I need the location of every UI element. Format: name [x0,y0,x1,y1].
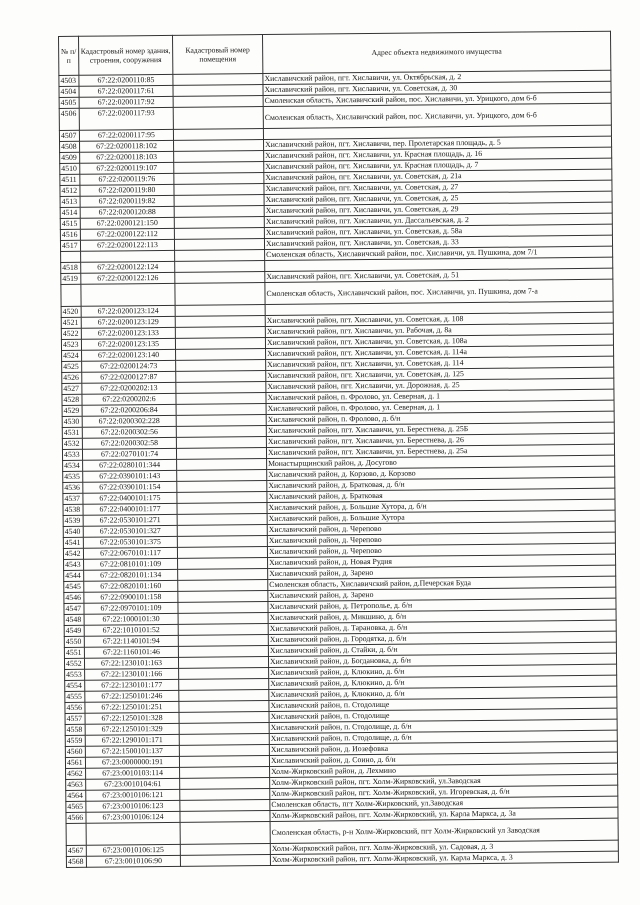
object-address: Хиславичский район, п. Стодолище, д. б/н [269,719,617,733]
row-number: 4513 [60,196,80,207]
row-number: 4520 [61,306,81,317]
room-cadastral-number [174,195,264,207]
row-number: 4550 [64,636,84,647]
row-number: 4528 [62,394,82,405]
object-address: Холм-Жирковский район, д. Лехмино [270,763,618,777]
object-address: Хиславичский район, пгт. Хиславичи, ул. Советская, д. 114 [266,356,614,370]
object-address: Хиславичский район, д. Городятка, д. б/н [268,631,616,645]
row-number: 4510 [60,163,80,174]
object-address: Хиславичский район, пгт. Хиславичи, ул. Советская, д. 29 [264,202,612,216]
row-number: 4540 [63,526,83,537]
room-cadastral-number [180,843,270,855]
row-number: 4558 [65,724,85,735]
room-cadastral-number [174,151,264,163]
room-cadastral-number [173,107,263,130]
row-number: 4534 [63,460,83,471]
building-cadastral-number: 67:22:0200123:124 [81,305,175,317]
object-address: Смоленская область, Хиславичский район, пос. Хиславичи, ул. Пушкина, дом 7-а [265,279,613,304]
object-address: Хиславичский район, пгт. Хиславичи, ул. Советская, д. 25 [264,191,612,205]
row-number: 4537 [63,493,83,504]
row-number: 4533 [62,449,82,460]
object-address: Хиславичский район, п. Фролово, ул. Северная, д. 1 [266,400,614,414]
building-cadastral-number: 67:22:0530101:375 [83,536,177,548]
row-number: 4553 [65,669,85,680]
object-address: Хиславичский район, д. Корзово, д. Корзово [267,466,615,480]
row-number: 4559 [65,735,85,746]
row-number: 4508 [60,141,80,152]
row-number: 4567 [66,845,86,856]
room-cadastral-number [177,481,267,493]
object-address: Хиславичский район, пгт. Хиславичи, ул. Советская, д. 125 [266,367,614,381]
row-number: 4526 [62,372,82,383]
object-address: Смоленская область, р-н Холм-Жирковский, пгт Холм-Жирковский ул Заводская [270,818,618,843]
table-header-row [59,31,611,75]
row-number: 4532 [62,438,82,449]
building-cadastral-number: 67:22:0970101:109 [84,602,178,614]
building-cadastral-number: 67:22:0200117:92 [79,96,173,108]
row-number: 4566 [66,812,86,823]
room-cadastral-number [178,591,268,603]
row-number: 4552 [64,658,84,669]
room-cadastral-number [175,338,265,350]
row-number: 4527 [62,383,82,394]
object-address: Хиславичский район, д. Зарено [268,565,616,579]
object-address: Хиславичский район, пгт. Хиславичи, ул. Берестнева, д. 25Б [266,422,614,436]
row-number: 4517 [60,240,80,251]
building-cadastral-number: 67:22:0200121:150 [80,217,174,229]
object-address: Хиславичский район, пгт. Хиславичи, ул. Дассальевская, д. 2 [264,213,612,227]
object-address: Хиславичский район, пгт. Хиславичи, ул. Берестнева, д. 25а [266,444,614,458]
building-cadastral-number: 67:22:0270101:74 [82,448,176,460]
building-cadastral-number: 67:22:0400101:177 [83,503,177,515]
building-cadastral-number: 67:22:1250101:329 [85,723,179,735]
building-cadastral-number: 67:22:0810101:109 [84,558,178,570]
room-cadastral-number [176,382,266,394]
row-number: 4514 [60,207,80,218]
object-address: Холм-Жирковский район, пгт. Холм-Жирковский, ул. Игоревская, д. б/н [270,785,618,799]
building-cadastral-number: 67:22:0900101:158 [84,591,178,603]
register-sheet [58,31,619,868]
building-cadastral-number: 67:22:1000101:30 [84,613,178,625]
building-cadastral-number: 67:22:0200122:112 [80,228,174,240]
room-cadastral-number [180,800,270,812]
row-number: 4536 [63,482,83,493]
building-cadastral-number: 67:22:0200122:124 [81,261,175,273]
row-number: 4529 [62,405,82,416]
building-cadastral-number: 67:23:0010106:123 [86,800,180,812]
object-address: Хиславичский район, д. Богдановка, д. б/н [268,653,616,667]
header-room-cadastral: Кадастровый номер помещения [172,35,262,75]
room-cadastral-number [179,690,269,702]
object-address: Холм-Жирковский район, пгт. Холм-Жирковский, ул. Карла Маркса, д. 3 [270,851,618,865]
building-cadastral-number: 67:23:0010106:124 [86,811,180,823]
property-register-table [58,31,619,868]
room-cadastral-number [178,602,268,614]
building-cadastral-number: 67:22:0200118:103 [80,151,174,163]
room-cadastral-number [174,239,264,251]
row-number [66,823,86,845]
room-cadastral-number [175,283,265,306]
room-cadastral-number [179,723,269,735]
row-number: 4521 [61,317,81,328]
row-number: 4547 [64,603,84,614]
building-cadastral-number: 67:22:0200124:73 [82,360,176,372]
object-address: Хиславичский район, д. Клюкино, д. б/н [269,675,617,689]
object-address: Монастырщинский район, д. Досугово [267,455,615,469]
building-cadastral-number: 67:22:0390101:154 [83,481,177,493]
building-cadastral-number: 67:22:0200118:102 [80,140,174,152]
object-address: Хиславичский район, пгт. Хиславичи, ул. Советская, д. 30 [263,81,611,95]
room-cadastral-number [180,778,270,790]
object-address: Хиславичский район, д. Братковая [267,488,615,502]
room-cadastral-number [177,470,267,482]
building-cadastral-number: 67:22:0200302:228 [82,415,176,427]
building-cadastral-number: 67:22:0200127:87 [82,371,176,383]
object-address: Смоленская область, Хиславичский район, д.Печерская Буда [268,576,616,590]
room-cadastral-number [180,811,270,823]
room-cadastral-number [176,448,266,460]
building-cadastral-number: 67:23:0010104:61 [86,778,180,790]
object-address: Холм-Жирковский район, пгт. Холм-Жирковский, ул. Садовая, д. 3 [270,840,618,854]
object-address: Хиславичский район, п. Стодолище [269,697,617,711]
room-cadastral-number [179,668,269,680]
row-number: 4551 [64,647,84,658]
object-address: Хиславичский район, д. Зарено [268,587,616,601]
building-cadastral-number: 67:22:0200120:88 [80,206,174,218]
building-cadastral-number: 67:22:0200123:140 [82,349,176,361]
building-cadastral-number: 67:22:0200122:113 [80,239,174,251]
object-address: Смоленская область, Хиславичский район, пос. Хиславичи, ул. Пушкина, дом 7/1 [265,246,613,260]
building-cadastral-number: 67:22:0200119:82 [80,195,174,207]
object-address: Хиславичский район, д. Новая Рудня [268,554,616,568]
room-cadastral-number [175,261,265,273]
room-cadastral-number [180,767,270,779]
object-address: Хиславичский район, д. Братковая, д. б/н [267,477,615,491]
row-number: 4506 [59,108,79,130]
row-number: 4543 [64,559,84,570]
room-cadastral-number [174,173,264,185]
building-cadastral-number: 67:22:1140101:94 [84,635,178,647]
room-cadastral-number [175,305,265,317]
building-cadastral-number: 67:22:1250101:328 [85,712,179,724]
row-number: 4530 [62,416,82,427]
room-cadastral-number [177,459,267,471]
room-cadastral-number [176,393,266,405]
row-number: 4516 [60,229,80,240]
row-number: 4512 [60,185,80,196]
row-number: 4561 [65,757,85,768]
object-address: Хиславичский район, пгт. Хиславичи, ул. Советская, д. 51 [265,268,613,282]
object-address: Хиславичский район, д. Клюкино, д. б/н [269,664,617,678]
row-number: 4549 [64,625,84,636]
row-number: 4511 [60,174,80,185]
building-cadastral-number: 67:22:0820101:160 [84,580,178,592]
building-cadastral-number: 67:23:0010103:114 [86,767,180,779]
room-cadastral-number [174,184,264,196]
object-address: Хиславичский район, д. Черепово [267,532,615,546]
room-cadastral-number [178,613,268,625]
building-cadastral-number: 67:22:0400101:175 [83,492,177,504]
building-cadastral-number: 67:23:0010106:90 [86,855,180,867]
room-cadastral-number [173,74,263,86]
room-cadastral-number [179,734,269,746]
row-number: 4535 [63,471,83,482]
building-cadastral-number: 67:22:1230101:177 [85,679,179,691]
building-cadastral-number: 67:22:0530101:327 [83,525,177,537]
row-number: 4539 [63,515,83,526]
room-cadastral-number [178,580,268,592]
object-address: Хиславичский район, д. Тарановка, д. б/н [268,620,616,634]
object-address: Смоленская область, Хиславичский район, пос. Хиславичи, ул. Урицкого, дом 6-б [263,103,611,128]
room-cadastral-number [177,492,267,504]
building-cadastral-number: 67:22:0820101:134 [84,569,178,581]
building-cadastral-number: 67:22:0200117:61 [79,85,173,97]
room-cadastral-number [175,327,265,339]
row-number: 4563 [66,779,86,790]
room-cadastral-number [180,822,270,845]
row-number: 4509 [60,152,80,163]
building-cadastral-number: 67:22:1250101:251 [85,701,179,713]
building-cadastral-number: 67:22:0200117:93 [79,107,173,130]
room-cadastral-number [179,679,269,691]
object-address: Хиславичский район, пгт. Хиславичи, ул. Красная площадь, д. 16 [264,147,612,161]
building-cadastral-number: 67:22:0200122:126 [81,272,175,284]
room-cadastral-number [174,228,264,240]
object-address: Хиславичский район, п. Фролово, ул. Северная, д. 1 [266,389,614,403]
building-cadastral-number: 67:22:0200119:107 [80,162,174,174]
building-cadastral-number: 67:22:1500101:137 [85,745,179,757]
building-cadastral-number: 67:23:0010106:121 [86,789,180,801]
building-cadastral-number: 67:22:0200119:80 [80,184,174,196]
building-cadastral-number: 67:22:0200202:13 [82,382,176,394]
room-cadastral-number [179,756,269,768]
object-address: Хиславичский район, д. Иозефовка [269,741,617,755]
room-cadastral-number [177,547,267,559]
object-address: Хиславичский район, п. Стодолище [269,708,617,722]
building-cadastral-number: 67:22:0200302:58 [82,437,176,449]
row-number: 4565 [66,801,86,812]
row-number: 4554 [65,680,85,691]
row-number: 4505 [59,97,79,108]
room-cadastral-number [175,250,265,262]
building-cadastral-number: 67:22:0200123:133 [81,327,175,339]
row-number: 4523 [61,339,81,350]
room-cadastral-number [176,371,266,383]
room-cadastral-number [174,140,264,152]
room-cadastral-number [173,96,263,108]
building-cadastral-number: 67:22:0200123:129 [81,316,175,328]
row-number: 4538 [63,504,83,515]
room-cadastral-number [178,558,268,570]
building-cadastral-number: 67:22:1010101:52 [84,624,178,636]
header-address: Адрес объекта недвижимого имущества [262,31,610,73]
object-address: Хиславичский район, пгт. Хиславичи, ул. Советская, д. 58а [264,224,612,238]
room-cadastral-number [180,854,270,866]
table-body [59,70,619,867]
room-cadastral-number [173,85,263,97]
building-cadastral-number: 67:22:0390101:143 [83,470,177,482]
row-number: 4544 [64,570,84,581]
building-cadastral-number: 67:23:0010106:125 [86,844,180,856]
row-number: 4541 [63,537,83,548]
room-cadastral-number [174,206,264,218]
building-cadastral-number [86,822,180,845]
row-number: 4546 [64,592,84,603]
building-cadastral-number: 67:23:0000000:191 [85,756,179,768]
room-cadastral-number [177,514,267,526]
object-address: Хиславичский район, п. Стодолище, д. б/н [269,730,617,744]
building-cadastral-number [81,283,175,306]
object-address: Хиславичский район, пгт. Хиславичи, ул. Советская, д. 114а [266,345,614,359]
building-cadastral-number: 67:22:0280101:344 [83,459,177,471]
building-cadastral-number: 67:22:1230101:166 [85,668,179,680]
building-cadastral-number: 67:22:1160101:46 [84,646,178,658]
room-cadastral-number [179,745,269,757]
building-cadastral-number: 67:22:0200119:76 [80,173,174,185]
row-number [61,251,81,262]
object-address: Смоленская область, пгт Холм-Жирковский, ул.Заводская [270,796,618,810]
row-number: 4531 [62,427,82,438]
object-address: Хиславичский район, д. Большие Хутора [267,510,615,524]
row-number: 4556 [65,702,85,713]
object-address: Хиславичский район, д. Клюкино, д. б/н [269,686,617,700]
object-address: Хиславичский район, д. Соино, д. б/н [269,752,617,766]
building-cadastral-number: 67:22:0530101:271 [83,514,177,526]
building-cadastral-number: 67:22:0200117:95 [79,129,173,141]
header-number: № п/п [59,36,79,75]
building-cadastral-number: 67:22:0200206:84 [82,404,176,416]
row-number: 4507 [59,130,79,141]
row-number: 4515 [60,218,80,229]
object-address: Хиславичский район, пгт. Хиславичи, ул. Рабочая, д. 8а [265,323,613,337]
object-address: Хиславичский район, д. Черепово [267,543,615,557]
room-cadastral-number [176,437,266,449]
object-address: Хиславичский район, д. Стайки, д. б/н [268,642,616,656]
row-number: 4560 [65,746,85,757]
row-number: 4542 [63,548,83,559]
building-cadastral-number: 67:22:1290101:171 [85,734,179,746]
row-number: 4504 [59,86,79,97]
building-cadastral-number: 67:22:0200123:135 [81,338,175,350]
object-address: Холм-Жирковский район, пгт. Холм-Жирковский, ул. Карла Маркса, д. 3а [270,807,618,821]
room-cadastral-number [176,404,266,416]
room-cadastral-number [178,569,268,581]
room-cadastral-number [176,426,266,438]
row-number: 4522 [61,328,81,339]
object-address: Хиславичский район, пгт. Хиславичи, ул. Дорожная, д. 25 [266,378,614,392]
room-cadastral-number [178,624,268,636]
row-number: 4524 [62,350,82,361]
room-cadastral-number [176,360,266,372]
room-cadastral-number [177,536,267,548]
building-cadastral-number [81,250,175,262]
room-cadastral-number [176,349,266,361]
building-cadastral-number: 67:22:0670101:117 [83,547,177,559]
row-number: 4562 [66,768,86,779]
object-address: Хиславичский район, пгт. Хиславичи, ул. Советская, д. 33 [264,235,612,249]
row-number: 4557 [65,713,85,724]
room-cadastral-number [179,701,269,713]
object-address: Хиславичский район, пгт. Хиславичи, ул. Красная площадь, д. 7 [264,158,612,172]
building-cadastral-number: 67:22:0200202:6 [82,393,176,405]
object-address: Хиславичский район, п. Фролово, д. б/н [266,411,614,425]
object-address: Хиславичский район, пгт. Хиславичи, пер. Пролетарская площадь, д. 5 [264,136,612,150]
row-number: 4545 [64,581,84,592]
room-cadastral-number [178,646,268,658]
object-address: Хиславичский район, пгт. Хиславичи, ул. Советская, д. 21а [264,169,612,183]
building-cadastral-number: 67:22:0200302:56 [82,426,176,438]
room-cadastral-number [174,162,264,174]
building-cadastral-number: 67:22:0200110:85 [79,74,173,86]
room-cadastral-number [177,503,267,515]
room-cadastral-number [175,272,265,284]
row-number [61,284,81,306]
room-cadastral-number [180,789,270,801]
room-cadastral-number [177,525,267,537]
row-number: 4518 [61,262,81,273]
object-address: Хиславичский район, пгт. Хиславичи, ул. Октябрьская, д. 2 [263,70,611,84]
building-cadastral-number: 67:22:1250101:246 [85,690,179,702]
room-cadastral-number [178,635,268,647]
object-address: Хиславичский район, пгт. Хиславичи, ул. Советская, д. 108а [265,334,613,348]
row-number: 4548 [64,614,84,625]
object-address: Хиславичский район, д. Черепово [267,521,615,535]
header-building-cadastral: Кадастровый номер здания, строения, сооружения [79,35,173,75]
row-number: 4555 [65,691,85,702]
room-cadastral-number [175,316,265,328]
building-cadastral-number: 67:22:1230101:163 [84,657,178,669]
row-number: 4568 [66,856,86,867]
row-number: 4519 [61,273,81,284]
room-cadastral-number [173,129,263,141]
room-cadastral-number [176,415,266,427]
object-address: Хиславичский район, д. Петрополье, д. б/н [268,598,616,612]
object-address: Хиславичский район, пгт. Хиславичи, ул. Берестнева, д. 26 [266,433,614,447]
row-number: 4525 [62,361,82,372]
object-address: Хиславичский район, д. Микшино, д. б/н [268,609,616,623]
object-address: Хиславичский район, пгт. Хиславичи, ул. Советская, д. 108 [265,312,613,326]
row-number: 4564 [66,790,86,801]
object-address: Смоленская область, Хиславичский район, пос. Хиславичи, ул. Урицкого, дом 6-б [263,92,611,106]
object-address: Хиславичский район, д. Большие Хутора, д. б/н [267,499,615,513]
object-address: Хиславичский район, пгт. Хиславичи, ул. Советская, д. 27 [264,180,612,194]
room-cadastral-number [174,217,264,229]
object-address: Холм-Жирковский район, пгт. Холм-Жирковский, ул.Заводская [270,774,618,788]
row-number: 4503 [59,75,79,86]
room-cadastral-number [178,657,268,669]
room-cadastral-number [179,712,269,724]
